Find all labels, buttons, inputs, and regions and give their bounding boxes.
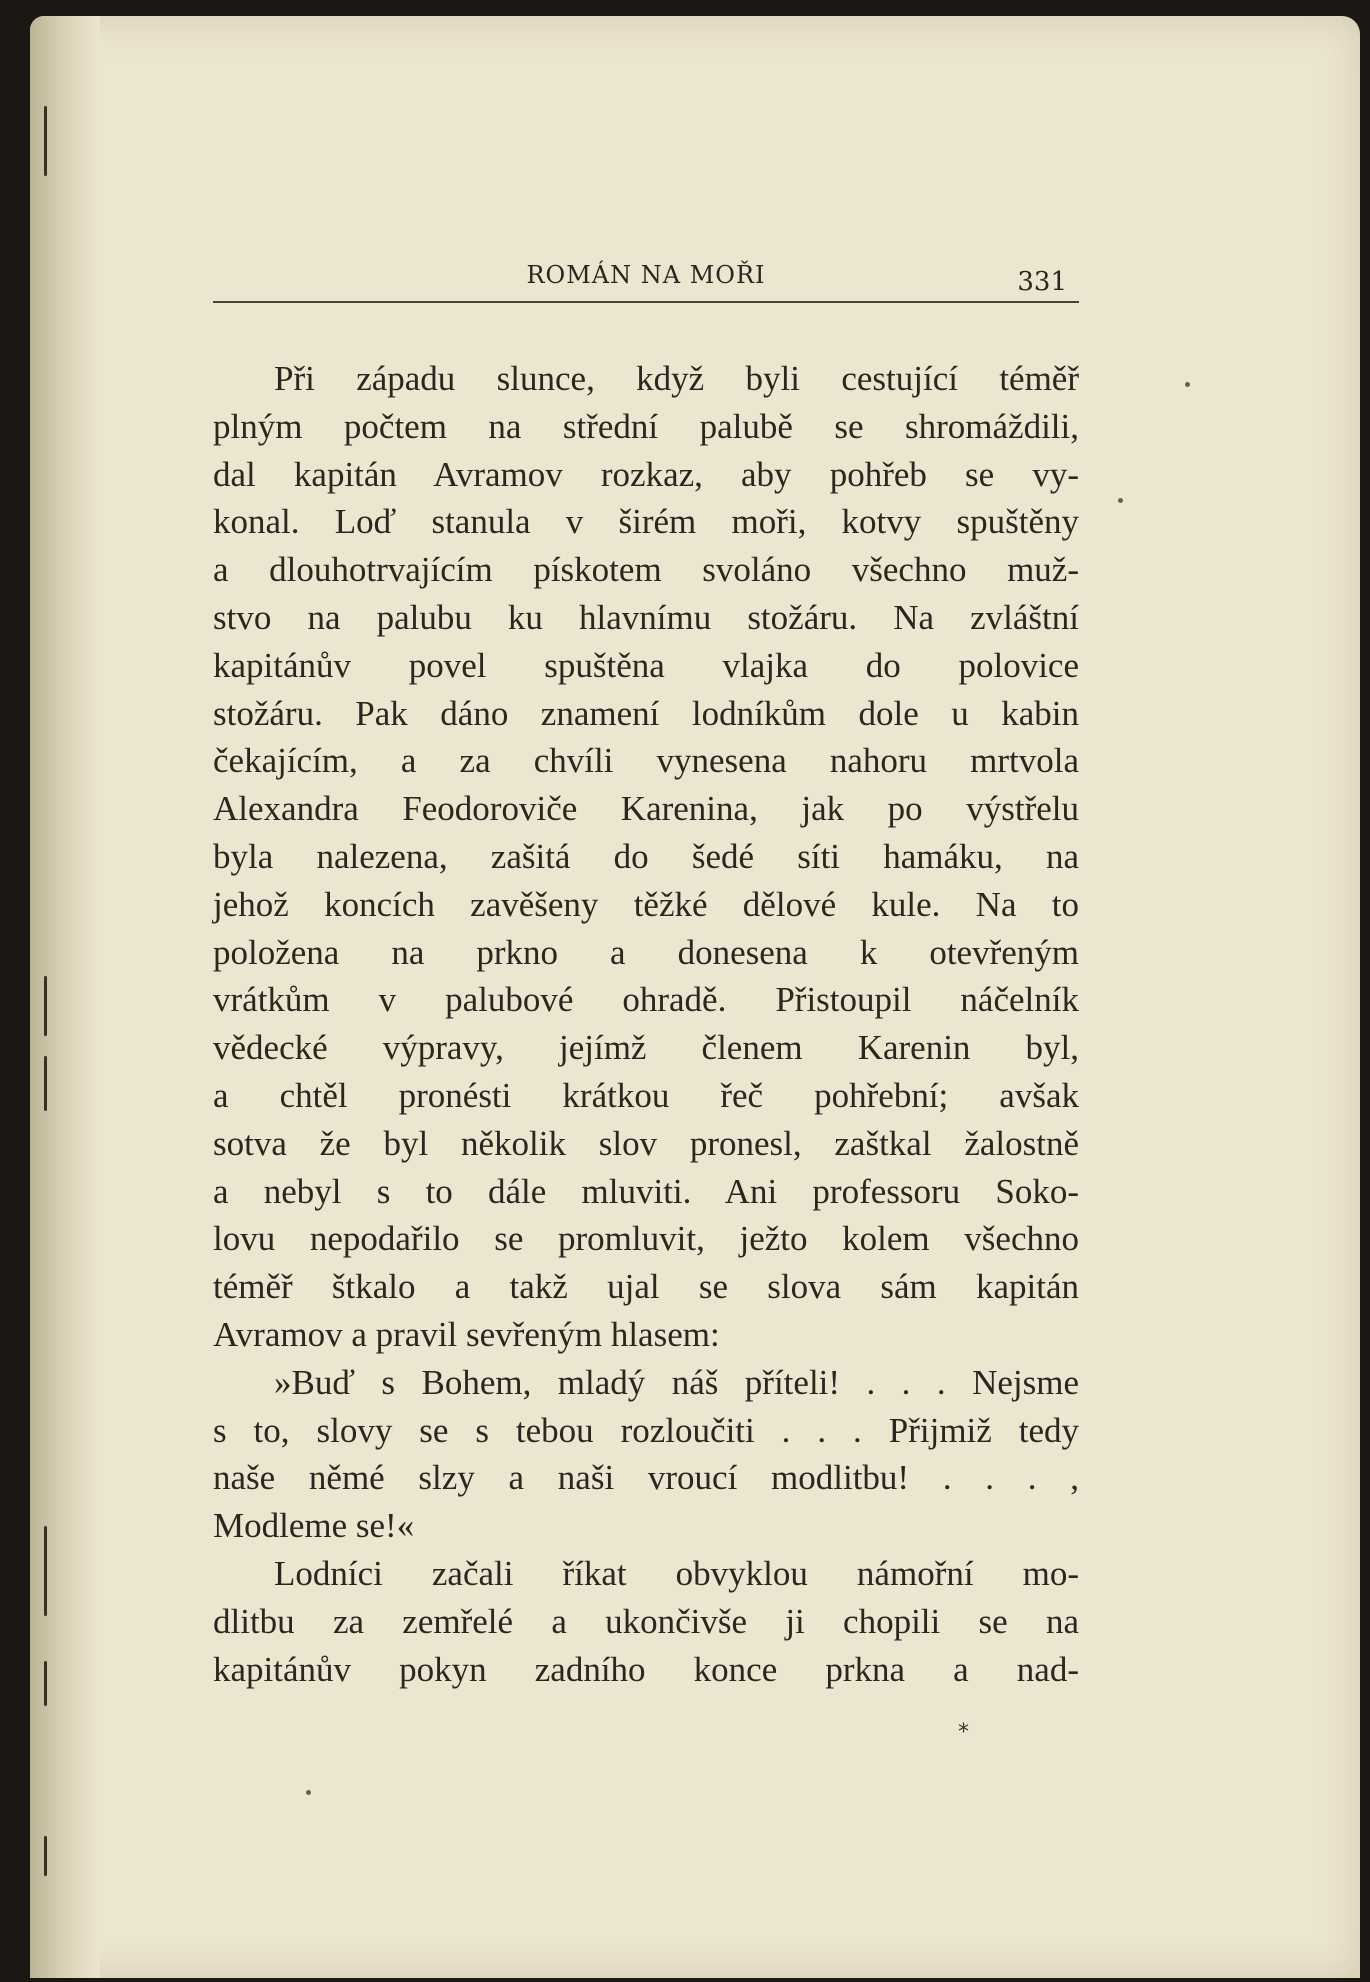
text-line: sotva že byl několik slov pronesl, zaštkal žalostně <box>213 1123 1079 1163</box>
text-line: plným počtem na střední palubě se shromáždili, <box>213 406 1079 446</box>
text-line: jehož koncích zavěšeny těžké dělové kule. Na to <box>213 884 1079 924</box>
header-rule <box>213 301 1079 303</box>
text-line: dal kapitán Avramov rozkaz, aby pohřeb se vy- <box>213 454 1079 494</box>
text-line: vědecké výpravy, jejímž členem Karenin byl, <box>213 1028 1079 1068</box>
text-line: lovu nepodařilo se promluvit, ježto kolem všechno <box>213 1219 1079 1259</box>
text-line: Lodníci začali říkat obvyklou námořní mo- <box>274 1553 1079 1593</box>
text-line: téměř štkalo a takž ujal se slova sám kapitán <box>213 1267 1079 1307</box>
text-line: a dlouhotrvajícím pískotem svoláno všechno muž- <box>213 550 1079 590</box>
text-line: Při západu slunce, když byli cestující téměř <box>274 359 1079 398</box>
signature-mark: * <box>958 1720 969 1745</box>
text-line: byla nalezena, zašitá do šedé síti hamáku, na <box>213 836 1079 876</box>
text-line: s to, slovy se s tebou rozloučiti . . . Přijmiž tedy <box>213 1410 1079 1450</box>
text-line: a chtěl pronésti krátkou řeč pohřební; avšak <box>213 1075 1079 1115</box>
paper-speck <box>1185 382 1190 387</box>
text-line: kapitánův povel spuštěna vlajka do polovice <box>213 645 1079 685</box>
text-line: Modleme se!« <box>213 1506 415 1546</box>
text-line: naše němé slzy a naši vroucí modlitbu! . . . , <box>213 1458 1079 1498</box>
text-line: konal. Loď stanula v širém moři, kotvy spuštěny <box>213 502 1079 542</box>
text-line: čekajícím, a za chvíli vynesena nahoru mrtvola <box>213 741 1079 781</box>
running-header <box>213 253 1079 307</box>
gutter-mark <box>44 1056 47 1111</box>
text-line: stvo na palubu ku hlavnímu stožáru. Na zvláštní <box>213 597 1079 637</box>
text-line: vrátkům v palubové ohradě. Přistoupil náčelník <box>213 980 1079 1020</box>
text-line: stožáru. Pak dáno znamení lodníkům dole u kabin <box>213 693 1079 733</box>
running-title: ROMÁN NA MOŘI <box>526 261 766 289</box>
gutter-mark <box>44 1526 47 1616</box>
body-text <box>213 355 1079 1693</box>
text-line: kapitánův pokyn zadního konce prkna a nad- <box>213 1649 1079 1689</box>
text-line: Avramov a pravil sevřeným hlasem: <box>213 1314 720 1354</box>
text-line: položena na prkno a donesena k otevřeným <box>213 932 1079 972</box>
page-gutter <box>30 16 100 1978</box>
text-line: a nebyl s to dále mluviti. Ani professoru Soko- <box>213 1171 1079 1211</box>
gutter-mark <box>44 1661 47 1706</box>
paper-speck <box>306 1790 311 1795</box>
gutter-mark <box>44 976 47 1036</box>
page-number: 331 <box>1017 267 1067 297</box>
text-line: dlitbu za zemřelé a ukončivše ji chopili se na <box>213 1601 1079 1641</box>
text-line: Alexandra Feodoroviče Karenina, jak po výstřelu <box>213 789 1079 829</box>
text-line: »Buď s Bohem, mladý náš příteli! . . . Nejsme <box>274 1362 1079 1402</box>
paper-speck <box>1118 498 1123 503</box>
gutter-mark <box>44 1836 47 1876</box>
gutter-mark <box>44 106 47 176</box>
